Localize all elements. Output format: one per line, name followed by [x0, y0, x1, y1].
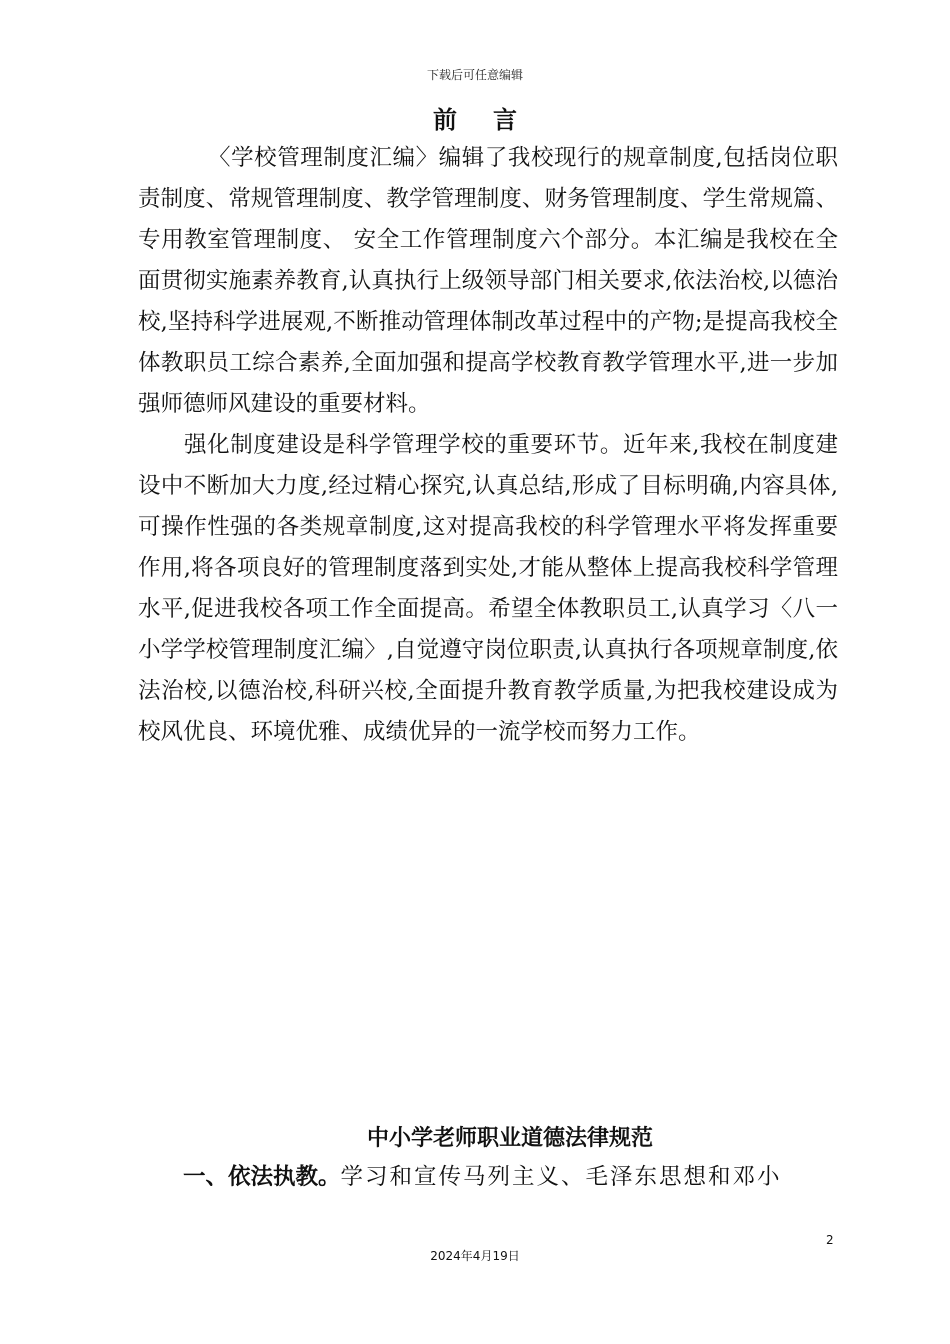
- section-item-1: [183, 1160, 883, 1194]
- header-note: 下载后可任意编辑: [426, 68, 523, 82]
- page-number: 2: [826, 1233, 834, 1247]
- section-item-lead: 一、依法执教。: [183, 1164, 341, 1190]
- preface-paragraph-1: 〈学校管理制度汇编〉编辑了我校现行的规章制度,包括岗位职责制度、常规管理制度、教学管理制度、财务管理制度、学生常规篇、专用教室管理制度、 安全工作管理制度六个部分。本汇编是我校在全面贯彻实施素养教育,认真执行上级领导部门相关要求,依法治校,以德治校,坚持科学进展观,不断推动管理体制改革过程中的产物;是提高我校全体教职员工综合素养,全面加强和提高学校教育教学管理水平,进一步加强师德师风建设的重要材料。: [138, 145, 838, 417]
- footer-date: 2024年4月19日: [430, 1249, 520, 1263]
- page-title: 前言: [433, 105, 553, 134]
- preface-paragraph-2: 强化制度建设是科学管理学校的重要环节。近年来,我校在制度建设中不断加大力度,经过精心探究,认真总结,形成了目标明确,内容具体,可操作性强的各类规章制度,这对提高我校的科学管理水平将发挥重要作用,将各项良好的管理制度落到实处,才能从整体上提高我校科学管理水平,促进我校各项工作全面提高。希望全体教职员工,认真学习〈八一小学学校管理制度汇编〉,自觉遵守岗位职责,认真执行各项规章制度,依法治校,以德治校,科研兴校,全面提升教育教学质量,为把我校建设成为校风优良、环境优雅、成绩优异的一流学校而努力工作。: [138, 432, 838, 745]
- section-item-text: 学习和宣传马列主义、毛泽东思想和邓小: [340, 1164, 782, 1190]
- section-title: 中小学老师职业道德法律规范: [366, 1125, 653, 1151]
